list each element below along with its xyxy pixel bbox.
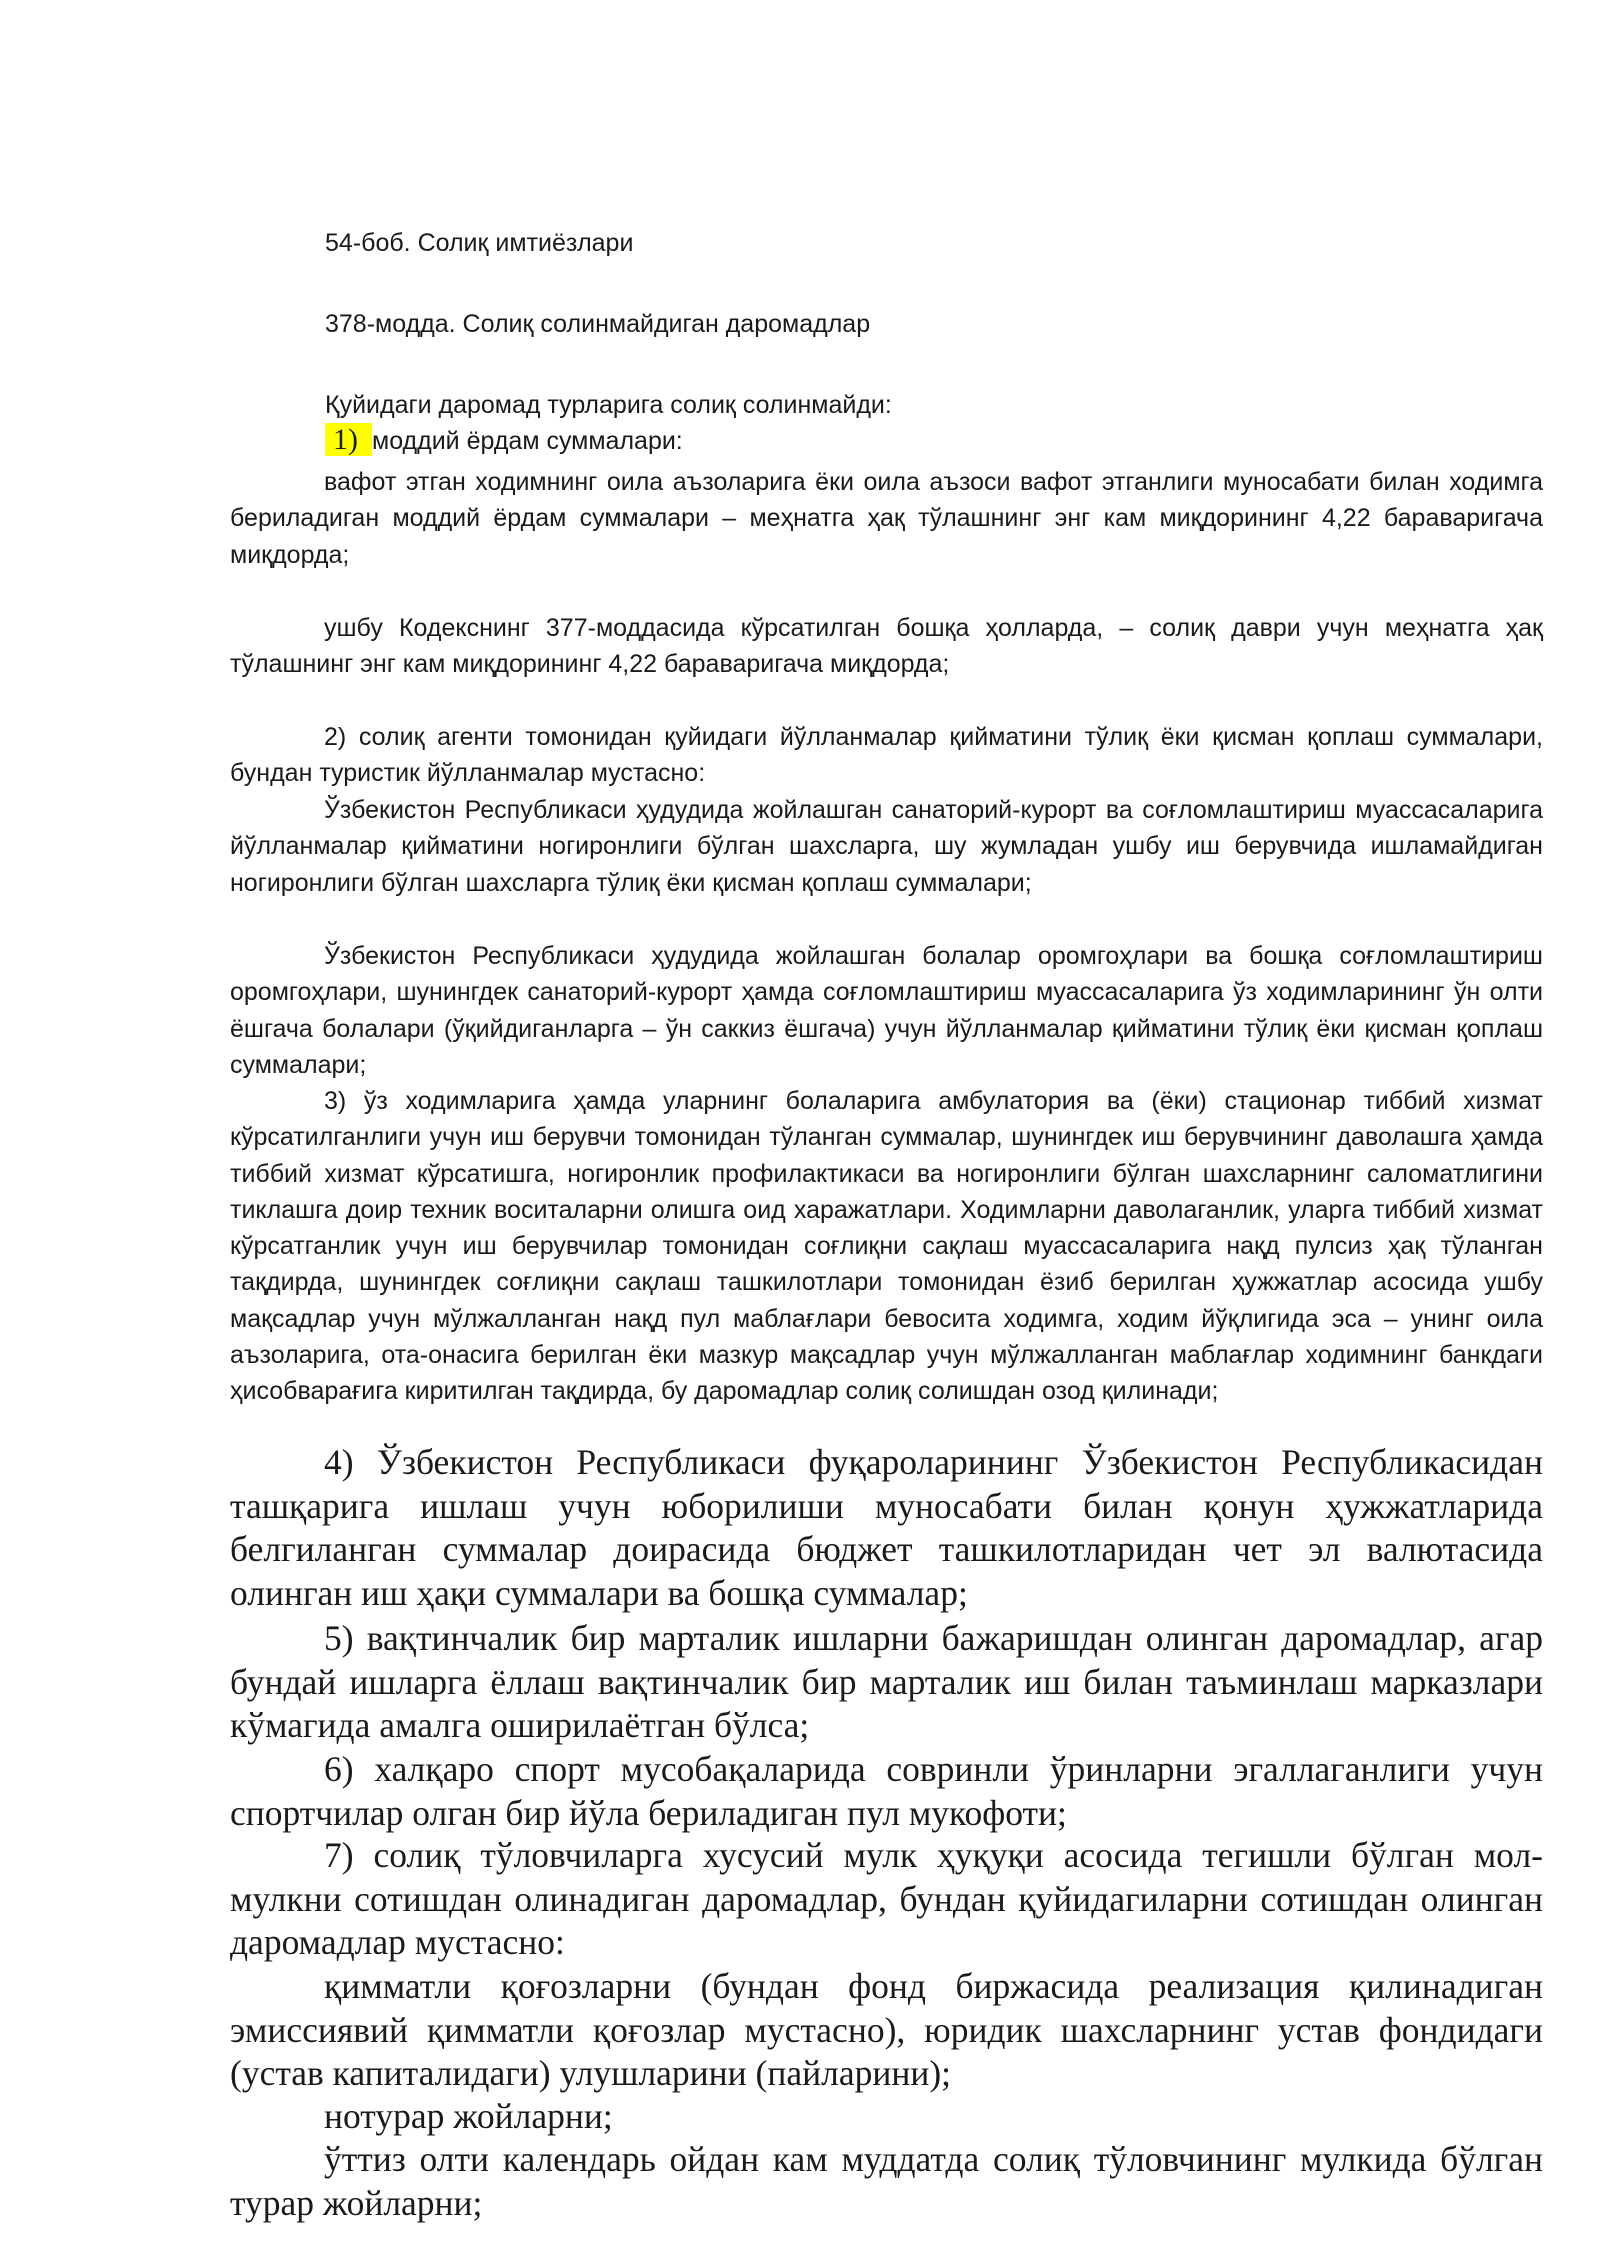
paragraph: 5) вақтинчалик бир марталик ишларни бажаришдан олинган даромадлар, агар бундай ишларга ёллаш вақтинчалик бир марталик иш билан таъминлаш марказлари кўмагида амалга оширилаётган бўлса; xyxy=(230,1618,1543,1745)
paragraph: 3) ўз ходимларига ҳамда уларнинг болаларига амбулатория ва (ёки) стационар тиббий хизмат кўрсатилганлиги учун иш берувчи томонидан тўланган суммалар, шунингдек иш берувчининг даволашга ҳамда тиббий хизмат кўрсатишга, ногиронлик профилактикаси ва ногиронлиги бўлган шахсларнинг саломатлигини тиклашга доир техник воситаларни олишга оид харажатлари. Ходимларни даволаганлик, уларга тиббий хизмат кўрсатганлик учун иш берувчилар томонидан соғлиқни сақлаш муассасаларига нақд пулсиз ҳақ тўланган тақдирда, шунингдек соғлиқни сақлаш ташкилотлари томонидан ёзиб берилган ҳужжатлар асосида ушбу мақсадлар учун мўлжалланган нақд пул маблағлари бевосита ходимга, ходим йўқлигида эса – унинг оила аъзоларига, ота-онасига берилган ёки мазкур мақсадлар учун мўлжалланган маблағлар ходимнинг банкдаги ҳисобварағига киритилган тақдирда, бу даромадлар солиқ солишдан озод қилинади; xyxy=(230,1087,1543,1406)
paragraph: вафот этган ходимнинг оила аъзоларига ёки оила аъзоси вафот этганлиги муносабати билан ходимга бериладиган моддий ёрдам суммалари – меҳнатга ҳақ тўлашнинг энг кам миқдорининг 4,22 бараваригача миқдорда; xyxy=(230,468,1543,569)
paragraph: 6) халқаро спорт мусобақаларида совринли ўринларни эгаллаганлиги учун спортчилар олган бир йўла бериладиган пул мукофоти; xyxy=(230,1749,1543,1833)
highlighted-item-number: 1) xyxy=(325,423,372,456)
paragraph: ўттиз олти календарь ойдан кам муддатда солиқ тўловчининг мулкида бўлган турар жойларни; xyxy=(230,2139,1543,2223)
intro-line: Қуйидаги даромад турларига солиқ солинмайди: xyxy=(325,391,892,419)
article-title: 378-модда. Солиқ солинмайдиган даромадлар xyxy=(325,310,871,338)
paragraph: 2) солиқ агенти томонидан қуйидаги йўлланмалар қийматини тўлиқ ёки қисман қоплаш суммалари, бундан туристик йўлланмалар мустасно: xyxy=(230,723,1543,788)
chapter-title: 54-боб. Солиқ имтиёзлари xyxy=(325,229,634,257)
paragraph: Ўзбекистон Республикаси ҳудудида жойлашган болалар оромгоҳлари ва бошқа соғломлаштириш оромгоҳлари, шунингдек санаторий-курорт ҳамда соғломлаштириш муассасаларига ўз ходимларининг ўн олти ёшгача болалари (ўқийдиганларга – ўн саккиз ёшгача) учун йўлланмалар қийматини тўлиқ ёки қисман қоплаш суммалари; xyxy=(230,942,1543,1079)
item-1-text: моддий ёрдам суммалари: xyxy=(372,427,683,455)
list-item-1-heading xyxy=(325,424,683,457)
paragraph: Ўзбекистон Республикаси ҳудудида жойлашган санаторий-курорт ва соғломлаштириш муассасаларига йўлланмалар қийматини ногиронлиги бўлган шахсларга, шу жумладан ушбу иш берувчида ишламайдиган ногиронлиги бўлган шахсларга тўлиқ ёки қисман қоплаш суммалари; xyxy=(230,796,1543,897)
paragraph: 4) Ўзбекистон Республикаси фуқароларининг Ўзбекистон Республикасидан ташқарига ишлаш учун юборилиши муносабати билан қонун ҳужжатларида белгиланган суммалар доирасида бюджет ташкилотларидан чет эл валютасида олинган иш ҳақи суммалари ва бошқа суммалар; xyxy=(230,1442,1543,1613)
paragraph: қимматли қоғозларни (бундан фонд биржасида реализация қилинадиган эмиссиявий қимматли қоғозлар мустасно), юридик шахсларнинг устав фондидаги (устав капиталидаги) улушларини (пайларини); xyxy=(230,1966,1543,2093)
paragraph: нотурар жойларни; xyxy=(324,2096,613,2136)
paragraph: ушбу Кодекснинг 377-моддасида кўрсатилган бошқа ҳолларда, – солиқ даври учун меҳнатга ҳақ тўлашнинг энг кам миқдорининг 4,22 бараваригача миқдорда; xyxy=(230,614,1543,679)
paragraph: 7) солиқ тўловчиларга хусусий мулк ҳуқуқи асосида тегишли бўлган мол-мулкни сотишдан олинадиган даромадлар, бундан қуйидагиларни сотишдан олинган даромадлар мустасно: xyxy=(230,1835,1543,1962)
